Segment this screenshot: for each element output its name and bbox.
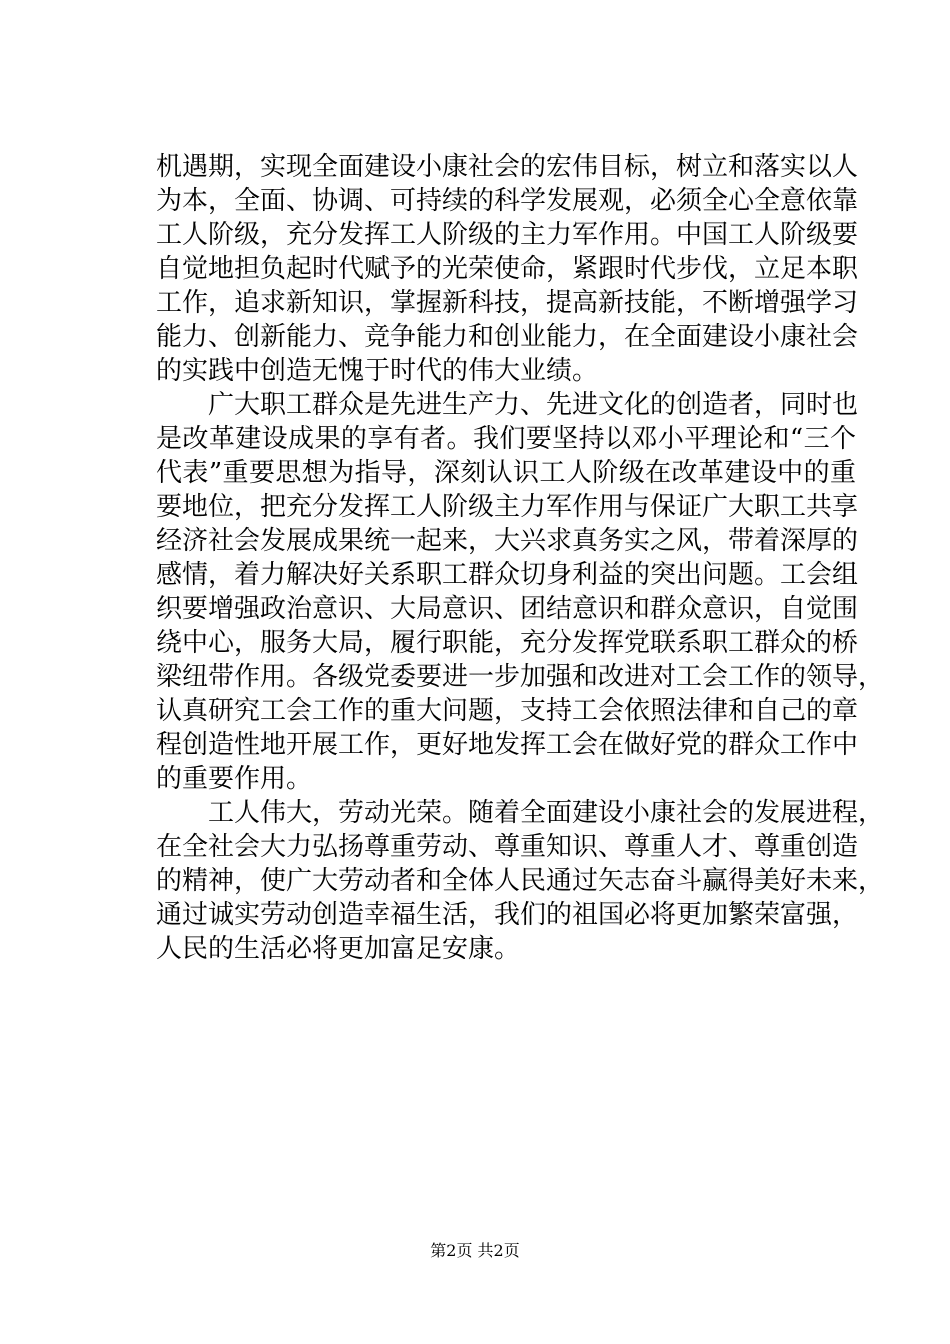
text-line: 广大职工群众是先进生产力、先进文化的创造者，同时也 bbox=[208, 390, 859, 420]
text-line: 能力、创新能力、竞争能力和创业能力，在全面建设小康社会 bbox=[156, 322, 859, 352]
text-line: 织要增强政治意识、大局意识、团结意识和群众意识，自觉围 bbox=[156, 594, 859, 624]
text-line: 的精神，使广大劳动者和全体人民通过矢志奋斗赢得美好未来， bbox=[156, 866, 885, 896]
text-line: 梁纽带作用。各级党委要进一步加强和改进对工会工作的领导， bbox=[156, 662, 885, 692]
text-line: 的实践中创造无愧于时代的伟大业绩。 bbox=[156, 356, 599, 386]
paragraph-1 bbox=[156, 150, 859, 388]
paragraph-3 bbox=[156, 796, 885, 966]
text-line: 自觉地担负起时代赋予的光荣使命，紧跟时代步伐，立足本职 bbox=[156, 254, 859, 284]
text-line: 感情，着力解决好关系职工群众切身利益的突出问题。工会组 bbox=[156, 560, 859, 590]
text-line: 人民的生活必将更加富足安康。 bbox=[156, 934, 521, 964]
text-line: 程创造性地开展工作，更好地发挥工会在做好党的群众工作中 bbox=[156, 730, 859, 760]
text-line: 为本，全面、协调、可持续的科学发展观，必须全心全意依靠 bbox=[156, 186, 859, 216]
text-line: 通过诚实劳动创造幸福生活，我们的祖国必将更加繁荣富强， bbox=[156, 900, 859, 930]
text-line: 代表”重要思想为指导，深刻认识工人阶级在改革建设中的重 bbox=[156, 458, 856, 488]
paragraph-2 bbox=[156, 388, 885, 796]
text-line: 的重要作用。 bbox=[156, 764, 313, 794]
text-line: 绕中心，服务大局，履行职能，充分发挥党联系职工群众的桥 bbox=[156, 628, 859, 658]
text-line: 是改革建设成果的享有者。我们要坚持以邓小平理论和“三个 bbox=[156, 424, 856, 454]
text-line: 在全社会大力弘扬尊重劳动、尊重知识、尊重人才、尊重创造 bbox=[156, 832, 859, 862]
text-line: 工人阶级，充分发挥工人阶级的主力军作用。中国工人阶级要 bbox=[156, 220, 859, 250]
page-footer bbox=[0, 1240, 950, 1262]
text-line: 要地位，把充分发挥工人阶级主力军作用与保证广大职工共享 bbox=[156, 492, 859, 522]
body-text bbox=[156, 150, 885, 966]
text-line: 认真研究工会工作的重大问题，支持工会依照法律和自己的章 bbox=[156, 696, 859, 726]
page-number-label: 第2页 共2页 bbox=[430, 1241, 520, 1260]
text-line: 工人伟大，劳动光荣。随着全面建设小康社会的发展进程， bbox=[208, 798, 885, 828]
text-line: 机遇期，实现全面建设小康社会的宏伟目标，树立和落实以人 bbox=[156, 152, 859, 182]
text-line: 工作，追求新知识，掌握新科技，提高新技能，不断增强学习 bbox=[156, 288, 859, 318]
text-line: 经济社会发展成果统一起来，大兴求真务实之风，带着深厚的 bbox=[156, 526, 859, 556]
